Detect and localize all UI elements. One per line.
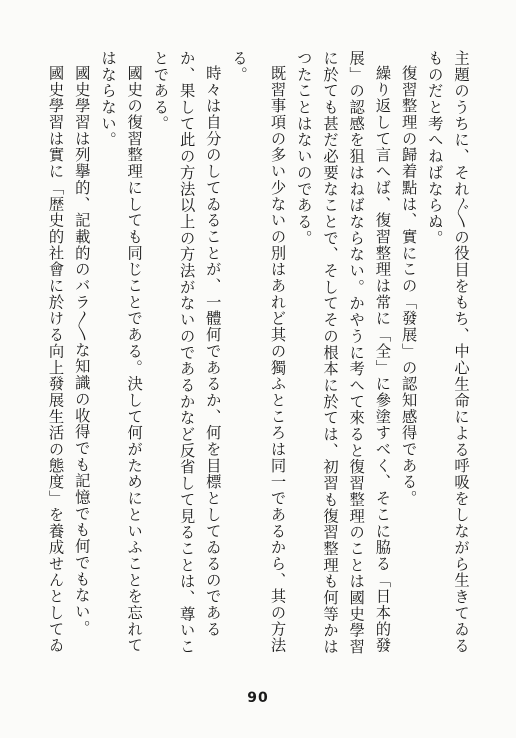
paragraph: 時々は自分のしてゐることが、一體何であるか、何を目標としてゐるのであるか、果して此の方法以上の方法がないのであるかなど反省して見ることは、尊いことである。 <box>151 50 222 655</box>
paragraph: 國史學習は實に「歴史的社會に於ける向上發展生活の態度」を養成せんとしてゐ <box>46 65 65 654</box>
paragraph: 繰り返して言へば、復習整理は常に「全」に參塗すべく、そこに脇る「日本的發展」の認感を狙はねばならない。かやうに考へて來ると復習整理のことは國史學習に於ても甚だ必要なことで、そしてその根本に於ては、初習も復習整理も何等かはつたことはないのである。 <box>294 50 392 655</box>
paragraph: 復習整理の歸着點は、實にこの「發展」の認知感得である。 <box>399 65 418 507</box>
text-column-left <box>40 50 252 670</box>
paragraph: 國史の復習整理にしても同じことである。決して何がためにといふことを忘れてはならない。 <box>98 50 144 654</box>
paragraph: 既習事項の多い少ないの別はあれど其の獨ふところは同一であるから、其の方法 <box>268 65 287 654</box>
paragraph: 國史學習は列擧的、記載的のバラ〳〵な知識の收得でも記憶でも何でもない。 <box>72 65 91 637</box>
paragraph: 主題のうちに、それ〴〵の役目をもち、中心生命による呼吸をしながら生きてゐるものだと考へねばならぬ。 <box>425 50 470 654</box>
paragraph: る。 <box>230 50 248 83</box>
page-number: 90 <box>247 690 269 706</box>
text-column-right <box>262 50 474 670</box>
